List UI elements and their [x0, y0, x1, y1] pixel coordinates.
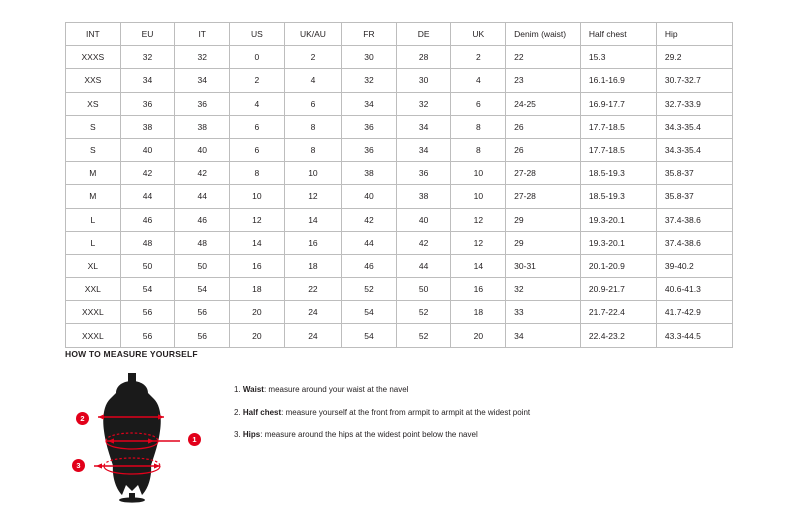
mannequin-icon: [80, 373, 200, 503]
cell-denim-waist: 26: [506, 138, 581, 161]
table-row: [66, 231, 733, 254]
table-row: [66, 162, 733, 185]
cell-hip: 34.3-35.4: [656, 115, 732, 138]
cell-uk-au: 6: [284, 92, 341, 115]
cell-de: 40: [396, 208, 451, 231]
cell-hip: 39-40.2: [656, 254, 732, 277]
table-row: [66, 278, 733, 301]
cell-it: 38: [175, 115, 230, 138]
cell-eu: 46: [120, 208, 175, 231]
step-term: Hips: [242, 430, 261, 440]
cell-it: 56: [175, 301, 230, 324]
cell-uk: 12: [451, 231, 506, 254]
column-header-denim-waist: Denim (waist): [506, 23, 581, 46]
column-header-us: US: [230, 23, 285, 46]
cell-eu: 32: [120, 46, 175, 69]
cell-hip: 41.7-42.9: [656, 301, 732, 324]
cell-half-chest: 19.3-20.1: [580, 231, 656, 254]
step-term: Half chest: [242, 407, 282, 417]
cell-uk: 20: [451, 324, 506, 347]
cell-hip: 37.4-38.6: [656, 208, 732, 231]
cell-de: 34: [396, 115, 451, 138]
cell-int: XS: [66, 92, 121, 115]
section-title: HOW TO MEASURE YOURSELF: [65, 349, 198, 359]
cell-denim-waist: 27-28: [506, 185, 581, 208]
cell-hip: 30.7-32.7: [656, 69, 732, 92]
cell-hip: 35.8-37: [656, 162, 732, 185]
cell-de: 52: [396, 301, 451, 324]
cell-fr: 44: [342, 231, 397, 254]
cell-it: 40: [175, 138, 230, 161]
cell-int: XXL: [66, 278, 121, 301]
cell-it: 56: [175, 324, 230, 347]
badge-half-chest: 2: [76, 412, 89, 425]
cell-eu: 44: [120, 185, 175, 208]
size-table-container: [65, 22, 733, 348]
cell-uk: 16: [451, 278, 506, 301]
table-header: [66, 23, 733, 46]
column-header-de: DE: [396, 23, 451, 46]
cell-de: 34: [396, 138, 451, 161]
cell-int: XXXL: [66, 301, 121, 324]
cell-uk-au: 2: [284, 46, 341, 69]
cell-uk: 2: [451, 46, 506, 69]
cell-fr: 30: [342, 46, 397, 69]
cell-it: 32: [175, 46, 230, 69]
column-header-uk-au: UK/AU: [284, 23, 341, 46]
cell-fr: 54: [342, 324, 397, 347]
cell-denim-waist: 26: [506, 115, 581, 138]
cell-half-chest: 18.5-19.3: [580, 162, 656, 185]
cell-denim-waist: 33: [506, 301, 581, 324]
cell-uk: 18: [451, 301, 506, 324]
badge-hips: 3: [72, 459, 85, 472]
cell-hip: 32.7-33.9: [656, 92, 732, 115]
cell-int: S: [66, 138, 121, 161]
cell-uk-au: 18: [284, 254, 341, 277]
cell-us: 18: [230, 278, 285, 301]
column-header-half-chest: Half chest: [580, 23, 656, 46]
cell-us: 16: [230, 254, 285, 277]
cell-eu: 48: [120, 231, 175, 254]
cell-denim-waist: 34: [506, 324, 581, 347]
cell-eu: 38: [120, 115, 175, 138]
cell-de: 32: [396, 92, 451, 115]
cell-uk-au: 4: [284, 69, 341, 92]
measure-step-half-chest: [234, 408, 530, 418]
table-header-row: [66, 23, 733, 46]
cell-it: 44: [175, 185, 230, 208]
cell-de: 36: [396, 162, 451, 185]
step-number: 2.: [234, 407, 241, 417]
cell-us: 8: [230, 162, 285, 185]
cell-uk: 6: [451, 92, 506, 115]
cell-uk: 12: [451, 208, 506, 231]
how-to-measure-section: [65, 349, 765, 503]
column-header-int: INT: [66, 23, 121, 46]
cell-uk-au: 14: [284, 208, 341, 231]
cell-int: XXS: [66, 69, 121, 92]
cell-uk: 8: [451, 138, 506, 161]
cell-int: M: [66, 162, 121, 185]
column-header-it: IT: [175, 23, 230, 46]
cell-eu: 34: [120, 69, 175, 92]
cell-uk-au: 10: [284, 162, 341, 185]
step-text: : measure around the hips at the widest point below the navel: [260, 430, 478, 440]
cell-half-chest: 22.4-23.2: [580, 324, 656, 347]
cell-fr: 46: [342, 254, 397, 277]
step-number: 1.: [234, 385, 241, 394]
table-row: [66, 46, 733, 69]
column-header-hip: Hip: [656, 23, 732, 46]
cell-uk-au: 24: [284, 324, 341, 347]
cell-int: L: [66, 231, 121, 254]
cell-uk-au: 22: [284, 278, 341, 301]
cell-int: XXXL: [66, 324, 121, 347]
table-row: [66, 115, 733, 138]
table-row: [66, 138, 733, 161]
cell-us: 2: [230, 69, 285, 92]
cell-denim-waist: 29: [506, 231, 581, 254]
cell-int: XXXS: [66, 46, 121, 69]
cell-eu: 56: [120, 324, 175, 347]
cell-de: 30: [396, 69, 451, 92]
cell-denim-waist: 27-28: [506, 162, 581, 185]
column-header-fr: FR: [342, 23, 397, 46]
step-term: Waist: [242, 385, 264, 394]
cell-hip: 37.4-38.6: [656, 231, 732, 254]
step-text: : measure yourself at the front from armpit to armpit at the widest point: [281, 407, 531, 417]
cell-fr: 36: [342, 138, 397, 161]
cell-half-chest: 21.7-22.4: [580, 301, 656, 324]
cell-us: 12: [230, 208, 285, 231]
cell-us: 0: [230, 46, 285, 69]
cell-half-chest: 18.5-19.3: [580, 185, 656, 208]
cell-int: S: [66, 115, 121, 138]
table-row: [66, 301, 733, 324]
cell-de: 38: [396, 185, 451, 208]
cell-us: 14: [230, 231, 285, 254]
cell-de: 44: [396, 254, 451, 277]
cell-eu: 54: [120, 278, 175, 301]
cell-half-chest: 16.9-17.7: [580, 92, 656, 115]
cell-it: 48: [175, 231, 230, 254]
cell-us: 6: [230, 138, 285, 161]
step-number: 3.: [234, 430, 241, 440]
cell-fr: 40: [342, 185, 397, 208]
cell-de: 50: [396, 278, 451, 301]
cell-it: 50: [175, 254, 230, 277]
cell-half-chest: 17.7-18.5: [580, 115, 656, 138]
cell-int: M: [66, 185, 121, 208]
step-text: : measure around your waist at the navel: [263, 385, 409, 394]
cell-half-chest: 16.1-16.9: [580, 69, 656, 92]
cell-half-chest: 15.3: [580, 46, 656, 69]
table-row: [66, 185, 733, 208]
cell-uk: 14: [451, 254, 506, 277]
table-row: [66, 254, 733, 277]
mannequin-figure: [76, 373, 200, 503]
cell-denim-waist: 24-25: [506, 92, 581, 115]
cell-uk: 4: [451, 69, 506, 92]
table-row: [66, 69, 733, 92]
cell-fr: 52: [342, 278, 397, 301]
measure-step-hips: [234, 430, 530, 440]
cell-eu: 56: [120, 301, 175, 324]
cell-uk: 10: [451, 162, 506, 185]
cell-half-chest: 20.9-21.7: [580, 278, 656, 301]
cell-fr: 32: [342, 69, 397, 92]
cell-de: 28: [396, 46, 451, 69]
cell-fr: 42: [342, 208, 397, 231]
cell-it: 36: [175, 92, 230, 115]
cell-fr: 34: [342, 92, 397, 115]
cell-hip: 35.8-37: [656, 185, 732, 208]
cell-fr: 54: [342, 301, 397, 324]
cell-hip: 40.6-41.3: [656, 278, 732, 301]
cell-uk-au: 24: [284, 301, 341, 324]
measure-step-waist: [234, 385, 530, 395]
table-body: [66, 46, 733, 347]
cell-eu: 50: [120, 254, 175, 277]
cell-int: XL: [66, 254, 121, 277]
cell-fr: 36: [342, 115, 397, 138]
cell-us: 4: [230, 92, 285, 115]
cell-uk-au: 12: [284, 185, 341, 208]
column-header-uk: UK: [451, 23, 506, 46]
cell-hip: 43.3-44.5: [656, 324, 732, 347]
cell-denim-waist: 32: [506, 278, 581, 301]
table-row: [66, 324, 733, 347]
measure-body: [65, 371, 765, 503]
cell-denim-waist: 22: [506, 46, 581, 69]
cell-hip: 29.2: [656, 46, 732, 69]
cell-it: 46: [175, 208, 230, 231]
cell-uk: 10: [451, 185, 506, 208]
cell-us: 20: [230, 301, 285, 324]
cell-denim-waist: 23: [506, 69, 581, 92]
cell-eu: 36: [120, 92, 175, 115]
column-header-eu: EU: [120, 23, 175, 46]
cell-it: 42: [175, 162, 230, 185]
cell-it: 54: [175, 278, 230, 301]
cell-us: 10: [230, 185, 285, 208]
size-conversion-table: [65, 22, 733, 348]
cell-half-chest: 17.7-18.5: [580, 138, 656, 161]
cell-de: 52: [396, 324, 451, 347]
cell-de: 42: [396, 231, 451, 254]
cell-uk-au: 16: [284, 231, 341, 254]
table-row: [66, 208, 733, 231]
table-row: [66, 92, 733, 115]
cell-half-chest: 19.3-20.1: [580, 208, 656, 231]
cell-us: 6: [230, 115, 285, 138]
cell-eu: 40: [120, 138, 175, 161]
cell-fr: 38: [342, 162, 397, 185]
badge-waist: 1: [188, 433, 201, 446]
cell-denim-waist: 29: [506, 208, 581, 231]
cell-half-chest: 20.1-20.9: [580, 254, 656, 277]
cell-us: 20: [230, 324, 285, 347]
measure-steps: [234, 385, 530, 453]
cell-denim-waist: 30-31: [506, 254, 581, 277]
cell-int: L: [66, 208, 121, 231]
cell-it: 34: [175, 69, 230, 92]
cell-uk-au: 8: [284, 115, 341, 138]
cell-hip: 34.3-35.4: [656, 138, 732, 161]
cell-uk-au: 8: [284, 138, 341, 161]
cell-uk: 8: [451, 115, 506, 138]
cell-eu: 42: [120, 162, 175, 185]
